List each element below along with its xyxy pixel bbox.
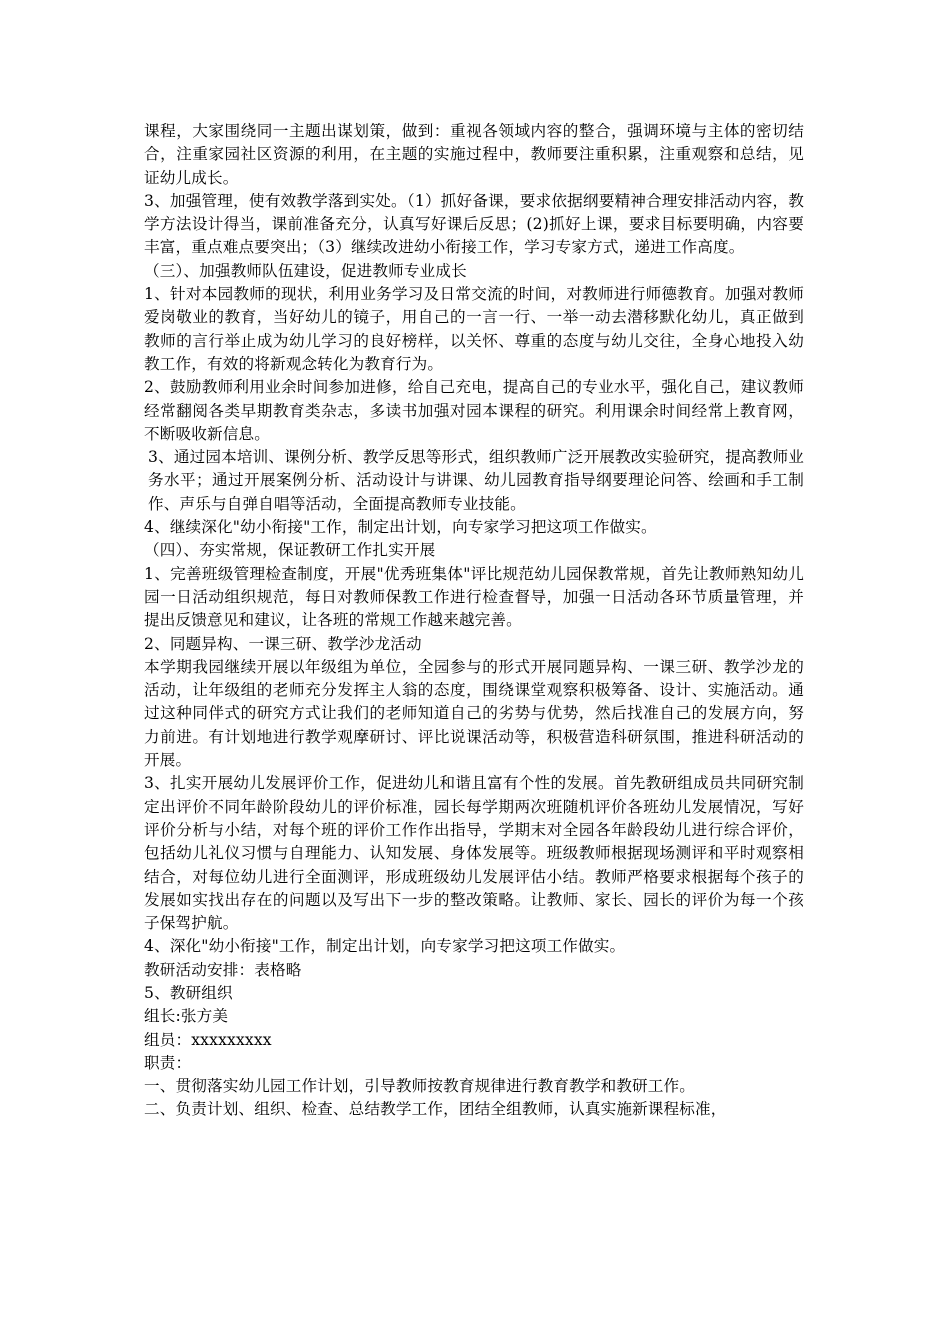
paragraph-child-evaluation: 3、扎实开展幼儿发展评价工作，促进幼儿和谐且富有个性的发展。首先教研组成员共同研究制定出评价不同年龄阶段幼儿的评价标准，园长每学期两次班随机评价各班幼儿发展情况，写好评价分析与小结，对每个班的评价工作作出指导，学期末对全园各年龄段幼儿进行综合评价，包括幼儿礼仪习惯与自理能力、认知发展、身体发展等。班级教师根据现场测评和平时观察相结合，对每位幼儿进行全面测评，形成班级幼儿发展评估小结。教师严格要求根据每个孩子的发展如实找出存在的问题以及写出下一步的整改策略。让教师、家长、园长的评价为每一个孩子保驾护航。 [144,774,804,933]
paragraph-deepen-transition: 4、深化"幼小衔接"工作，制定出计划，向专家学习把这项工作做实。 [144,937,626,956]
paragraph-class-management: 1、完善班级管理检查制度，开展"优秀班集体"评比规范幼儿园保教常规，首先让教师熟知幼儿园一日活动组织规范，每日对教师保教工作进行检查督导，加强一日活动各环节质量管理，并提出反馈意见和建议，让各班的常规工作越来越完善。 [144,564,804,630]
paragraph-further-study: 2、鼓励教师利用业余时间参加进修，给自己充电，提高自己的专业水平，强化自己，建议教师经常翻阅各类早期教育类杂志，多读书加强对园本课程的研究。利用课余时间经常上教育网，不断吸收新信息。 [144,378,804,443]
paragraph-research-organization: 5、教研组织 [144,983,233,1002]
paragraph-curriculum-theme: 课程，大家围绕同一主题出谋划策，做到：重视各领域内容的整合，强调环境与主体的密切结合，注重家园社区资源的利用，在主题的实施过程中，教师要注重积累，注重观察和总结，见证幼儿成长。 [144,122,804,187]
paragraph-kindergarten-transition: 4、继续深化"幼小衔接"工作，制定出计划，向专家学习把这项工作做实。 [144,518,657,537]
section-heading-routines: （四）、夯实常规，保证教研工作扎实开展 [144,541,436,560]
paragraph-group-members: 组员：xxxxxxxxx [144,1030,272,1049]
paragraph-teacher-ethics: 1、针对本园教师的现状，利用业务学习及日常交流的时间，对教师进行师德教育。加强对教师爱岗敬业的教育，当好幼儿的镜子，用自己的一言一行、一举一动去潜移默化幼儿，真正做到教师的言行举止成为幼儿学习的良好榜样，以关怀、尊重的态度与幼儿交往，全身心地投入幼教工作，有效的将新观念转化为教育行为。 [144,285,804,373]
document-page [144,120,804,1122]
paragraph-duty-two: 二、负责计划、组织、检查、总结教学工作，团结全组教师，认真实施新课程标准， [144,1100,727,1119]
paragraph-school-training: 3、通过园本培训、课例分析、教学反思等形式，组织教师广泛开展教改实验研究，提高教师业务水平；通过开展案例分析、活动设计与讲课、幼儿园教育指导纲要理论问答、绘画和手工制作、声乐与自弹自唱等活动，全面提高教师专业技能。 [148,448,804,513]
paragraph-group-leader: 组长:张方美 [144,1007,229,1026]
paragraph-same-topic-heading: 2、同题异构、一课三研、教学沙龙活动 [144,634,422,653]
paragraph-duty-one: 一、贯彻落实幼儿园工作计划，引导教师按教育规律进行教育教学和教研工作。 [144,1077,696,1096]
paragraph-duties-heading: 职责： [144,1053,192,1072]
paragraph-same-topic-activities: 本学期我园继续开展以年级组为单位，全园参与的形式开展同题异构、一课三研、教学沙龙的活动，让年级组的老师充分发挥主人翁的态度，围绕课堂观察积极筹备、设计、实施活动。通过这种同伴式的研究方式让我们的老师知道自己的劣势与优势，然后找准自己的发展方向，努力前进。有计划地进行教学观摩研讨、评比说课活动等，积极营造科研氛围，推进科研活动的开展。 [144,657,804,770]
section-heading-teacher-team: （三）、加强教师队伍建设，促进教师专业成长 [144,261,467,280]
paragraph-strengthen-management: 3、加强管理，使有效教学落到实处。（1）抓好备课，要求依据纲要精神合理安排活动内容，教学方法设计得当，课前准备充分，认真写好课后反思；(2)抓好上课，要求目标要明确，内容要丰富，重点难点要突出；（3）继续改进幼小衔接工作，学习专家方式，递进工作高度。 [144,191,804,257]
paragraph-activity-schedule: 教研活动安排：表格略 [144,960,302,979]
